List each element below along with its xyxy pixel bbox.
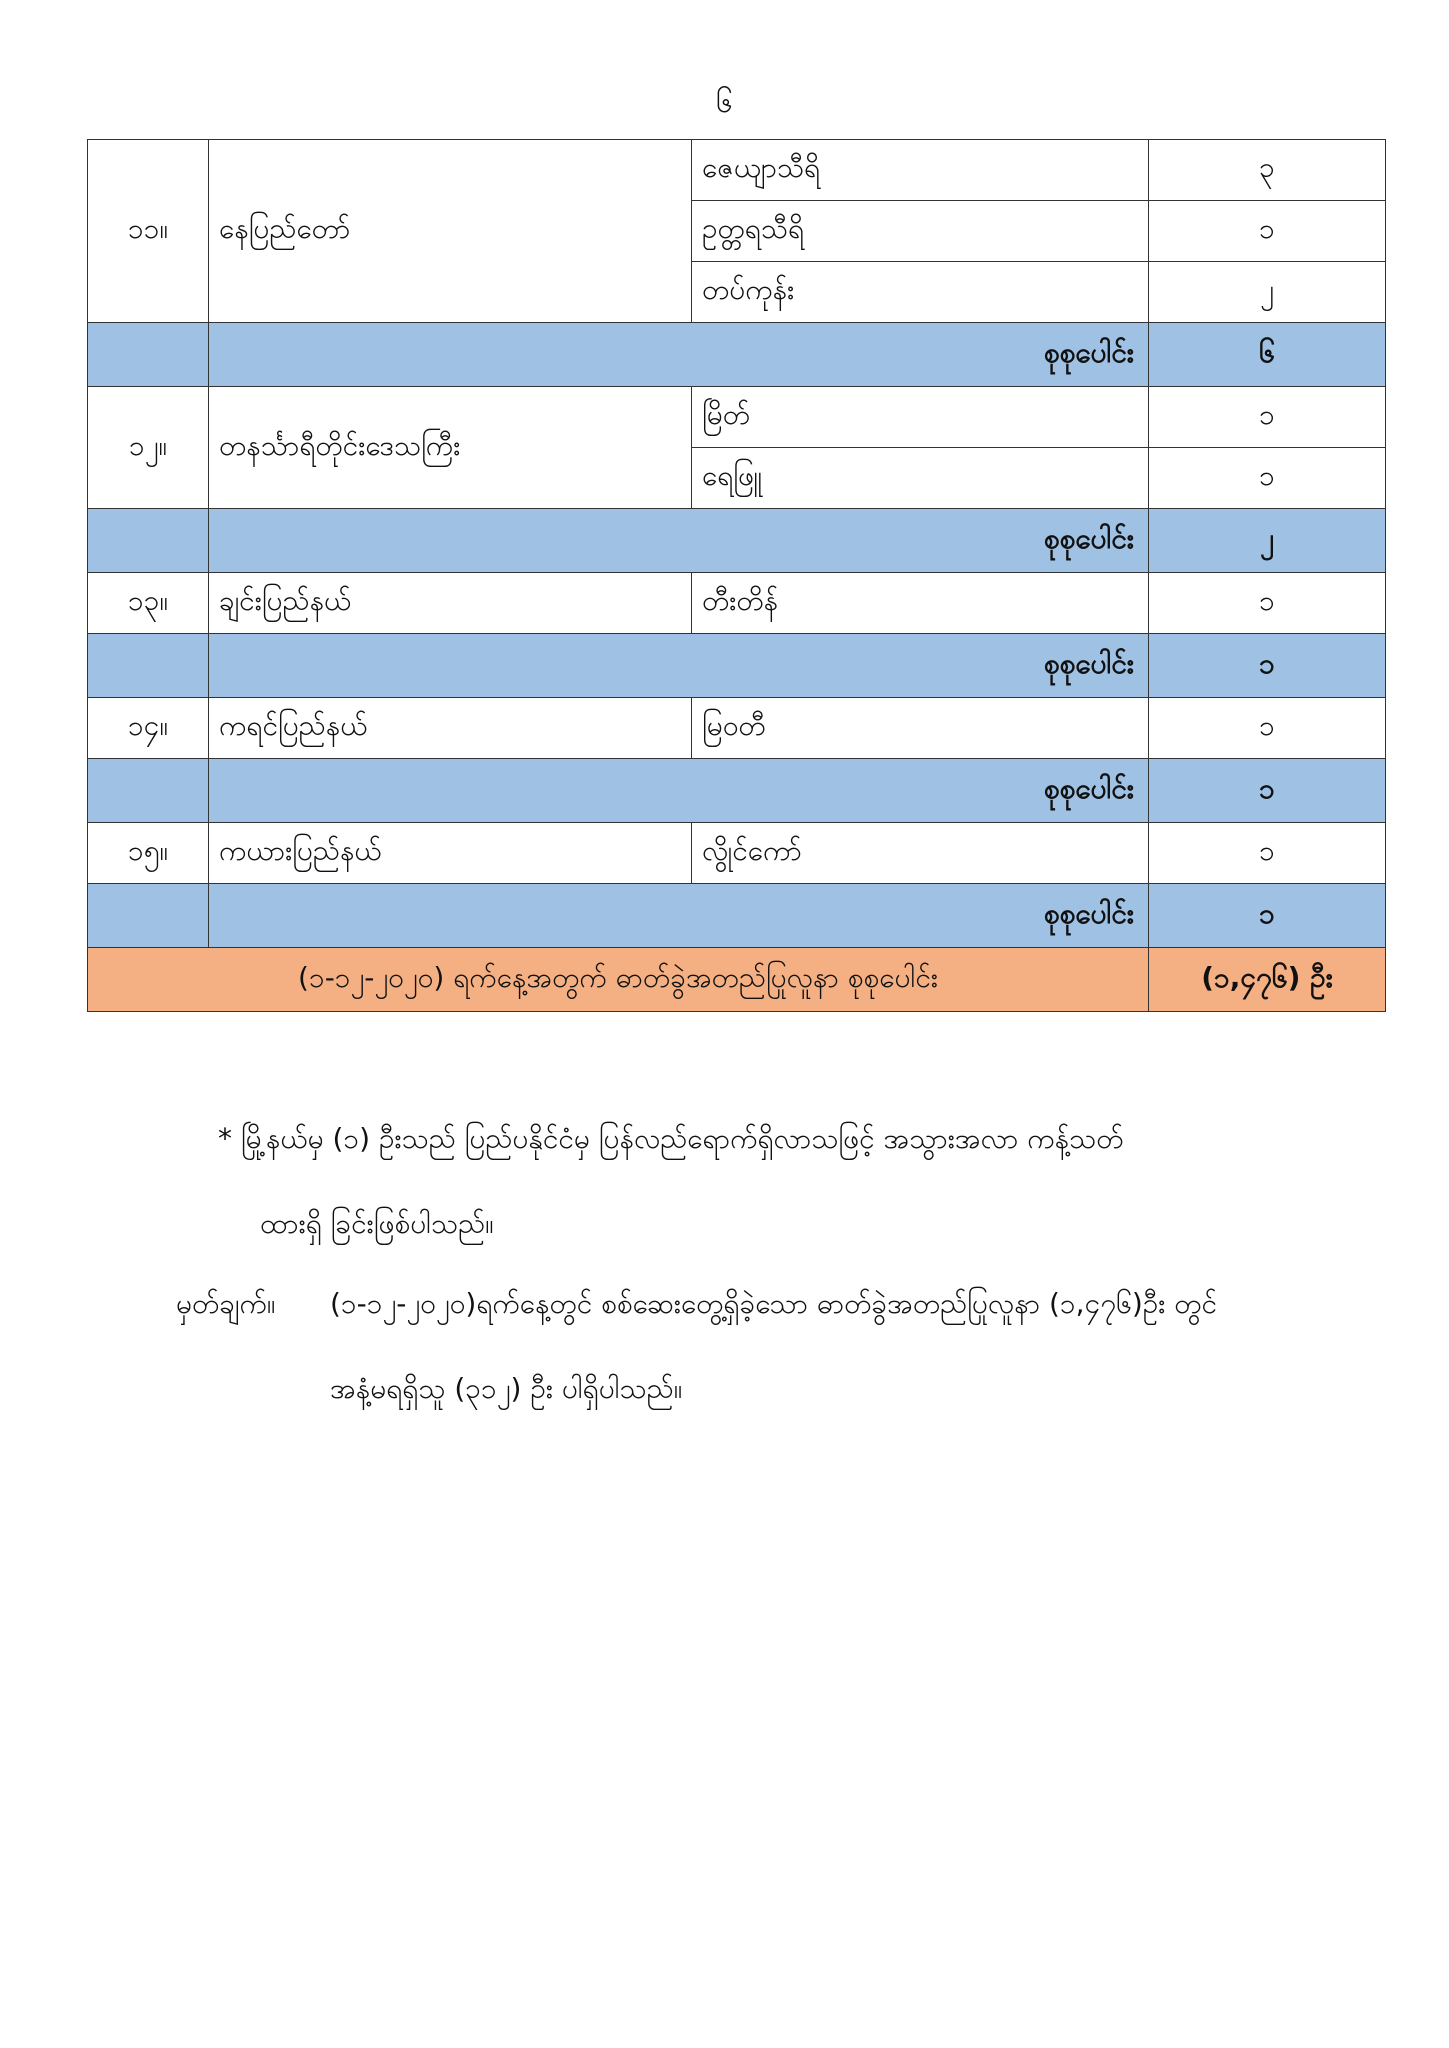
township-name: မြဝတီ [692, 698, 1149, 759]
grand-total-row [88, 948, 1386, 1012]
township-name: တီးတိန် [692, 573, 1149, 634]
region-name: တနင်္သာရီတိုင်းဒေသကြီး [209, 387, 692, 509]
subtotal-label: စုစုပေါင်း [209, 759, 1149, 823]
subtotal-blank [88, 509, 209, 573]
subtotal-blank [88, 759, 209, 823]
remark-line-2: အနံ့မရရှိသူ (၃၁၂) ဦး ပါရှိပါသည်။ [330, 1372, 683, 1405]
subtotal-value: ၁ [1149, 884, 1386, 948]
grand-total-label: (၁-၁၂-၂၀၂၀) ရက်နေ့အတွက် ဓာတ်ခွဲအတည်ပြုလူနာ စုစုပေါင်း [88, 948, 1149, 1012]
township-count: ၁ [1149, 698, 1386, 759]
region-number: ၁၂။ [88, 387, 209, 509]
subtotal-value: ၂ [1149, 509, 1386, 573]
remark-line-1: (၁-၁၂-၂၀၂၀)ရက်နေ့တွင် စစ်ဆေးတွေ့ရှိခဲ့သော ဓာတ်ခွဲအတည်ပြုလူနာ (၁,၄၇၆)ဦး တွင် [330, 1287, 1218, 1320]
subtotal-row [88, 509, 1386, 573]
township-count: ၁ [1149, 201, 1386, 262]
region-number: ၁၃။ [88, 573, 209, 634]
region-name: နေပြည်တော် [209, 140, 692, 323]
subtotal-value: ၁ [1149, 634, 1386, 698]
table-row [88, 387, 1386, 448]
table-row [88, 140, 1386, 201]
township-name: မြိတ် [692, 387, 1149, 448]
township-count: ၁ [1149, 823, 1386, 884]
page-number: ၆ [716, 85, 733, 120]
subtotal-row [88, 634, 1386, 698]
subtotal-label: စုစုပေါင်း [209, 884, 1149, 948]
township-count: ၁ [1149, 387, 1386, 448]
subtotal-blank [88, 884, 209, 948]
township-name: လွိုင်ကော် [692, 823, 1149, 884]
grand-total-value: (၁,၄၇၆) ဦး [1149, 948, 1386, 1012]
township-name: တပ်ကုန်း [692, 262, 1149, 323]
table-row [88, 823, 1386, 884]
subtotal-row [88, 323, 1386, 387]
subtotal-blank [88, 323, 209, 387]
township-count: ၁ [1149, 573, 1386, 634]
subtotal-label: စုစုပေါင်း [209, 634, 1149, 698]
subtotal-label: စုစုပေါင်း [209, 323, 1149, 387]
township-count: ၁ [1149, 448, 1386, 509]
township-name: ဥတ္တရသီရိ [692, 201, 1149, 262]
region-name: ချင်းပြည်နယ် [209, 573, 692, 634]
footnote-line-2: ထားရှိ ခြင်းဖြစ်ပါသည်။ [260, 1207, 494, 1240]
region-number: ၁၁။ [88, 140, 209, 323]
township-name: ရေဖြူ [692, 448, 1149, 509]
subtotal-row [88, 759, 1386, 823]
subtotal-blank [88, 634, 209, 698]
township-name: ဇေယျာသီရိ [692, 140, 1149, 201]
region-name: ကရင်ပြည်နယ် [209, 698, 692, 759]
subtotal-row [88, 884, 1386, 948]
table-row [88, 698, 1386, 759]
subtotal-value: ၁ [1149, 759, 1386, 823]
township-count: ၃ [1149, 140, 1386, 201]
region-number: ၁၅။ [88, 823, 209, 884]
table-row [88, 573, 1386, 634]
subtotal-value: ၆ [1149, 323, 1386, 387]
township-count: ၂ [1149, 262, 1386, 323]
remark-label: မှတ်ချက်။ [176, 1287, 276, 1320]
subtotal-label: စုစုပေါင်း [209, 509, 1149, 573]
region-name: ကယားပြည်နယ် [209, 823, 692, 884]
footnote-line-1: * မြို့နယ်မှ (၁) ဦးသည် ပြည်ပနိုင်ငံမှ ပြန်လည်ရောက်ရှိလာသဖြင့် အသွားအလာ ကန့်သတ် [218, 1122, 1124, 1155]
region-number: ၁၄။ [88, 698, 209, 759]
cases-table [87, 139, 1386, 1012]
